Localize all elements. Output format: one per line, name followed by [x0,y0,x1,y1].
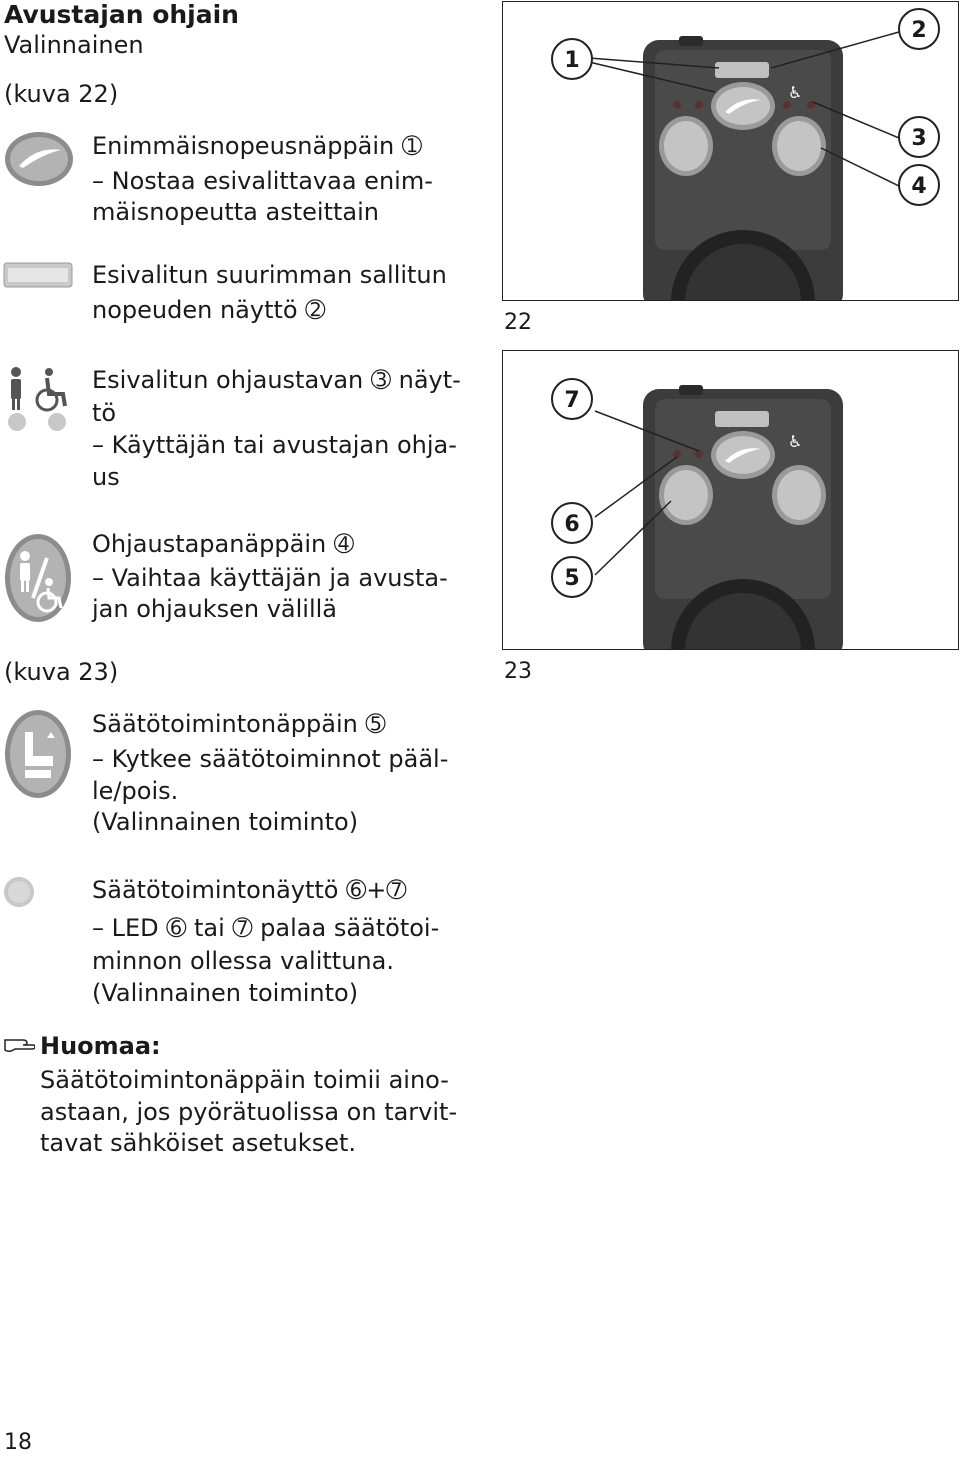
control-switch-text-2: – Vaihtaa käyttäjän ja avusta- [92,564,448,592]
speed-button-text-3: mäisnopeutta asteittain [92,198,379,226]
figure-22-label: 22 [504,310,532,335]
callout-7: 7 [551,378,593,420]
callout-2: 2 [898,8,940,50]
callout-4: 4 [898,164,940,206]
seat-adjust-text-4: (Valinnainen toiminto) [92,808,359,836]
callout-5: 5 [551,556,593,598]
speed-button-text-2: – Nostaa esivalittavaa enim- [92,167,433,195]
note-text-3: tavat sähköiset asetukset. [40,1129,356,1157]
speed-display-icon [3,262,73,288]
control-switch-text-3: jan ohjauksen välillä [92,595,337,623]
led-text-1: Säätötoimintonäyttö ➅+➆ [92,876,407,904]
control-display-text-3: – Käyttäjän tai avustajan ohja- [92,431,457,459]
seat-adjust-icon [3,708,73,800]
control-display-text-2: tö [92,399,117,427]
seat-adjust-text-2: – Kytkee säätötoiminnot pääl- [92,745,449,773]
speed-display-text-2: nopeuden näyttö ➁ [92,296,326,324]
svg-text:♿: ♿ [788,83,803,102]
seat-adjust-text-3: le/pois. [92,777,179,805]
page-number: 18 [4,1430,32,1455]
note-heading: Huomaa: [40,1032,161,1060]
svg-text:♿: ♿ [788,432,803,451]
control-display-icon [3,364,73,434]
figure-ref-23: (kuva 23) [4,658,119,686]
speed-button-text-1: Enimmäisnopeusnäppäin ➀ [92,132,422,160]
callout-1: 1 [551,38,593,80]
control-switch-text-1: Ohjaustapanäppäin ➃ [92,530,354,558]
speed-button-icon [3,130,75,188]
note-text-1: Säätötoimintonäppäin toimii aino- [40,1066,449,1094]
seat-adjust-text-1: Säätötoimintonäppäin ➄ [92,710,386,738]
note-text-2: astaan, jos pyörätuolissa on tarvit- [40,1098,458,1126]
led-text-3: minnon ollessa valittuna. [92,947,394,975]
control-display-text-1: Esivalitun ohjaustavan ➂ näyt- [92,366,461,394]
callout-6: 6 [551,502,593,544]
figure-23-label: 23 [504,659,532,684]
callout-3: 3 [898,116,940,158]
control-switch-icon [3,532,73,624]
led-text-2: – LED ➅ tai ➆ palaa säätötoi- [92,914,440,942]
led-text-4: (Valinnainen toiminto) [92,979,359,1007]
page-subtitle: Valinnainen [4,31,144,59]
speed-display-text-1: Esivalitun suurimman sallitun [92,261,447,289]
pointing-hand-icon [3,1036,35,1054]
control-display-text-4: us [92,463,120,491]
led-icon [3,876,35,908]
figure-ref-22: (kuva 22) [4,80,119,108]
page-title: Avustajan ohjain [4,0,239,29]
